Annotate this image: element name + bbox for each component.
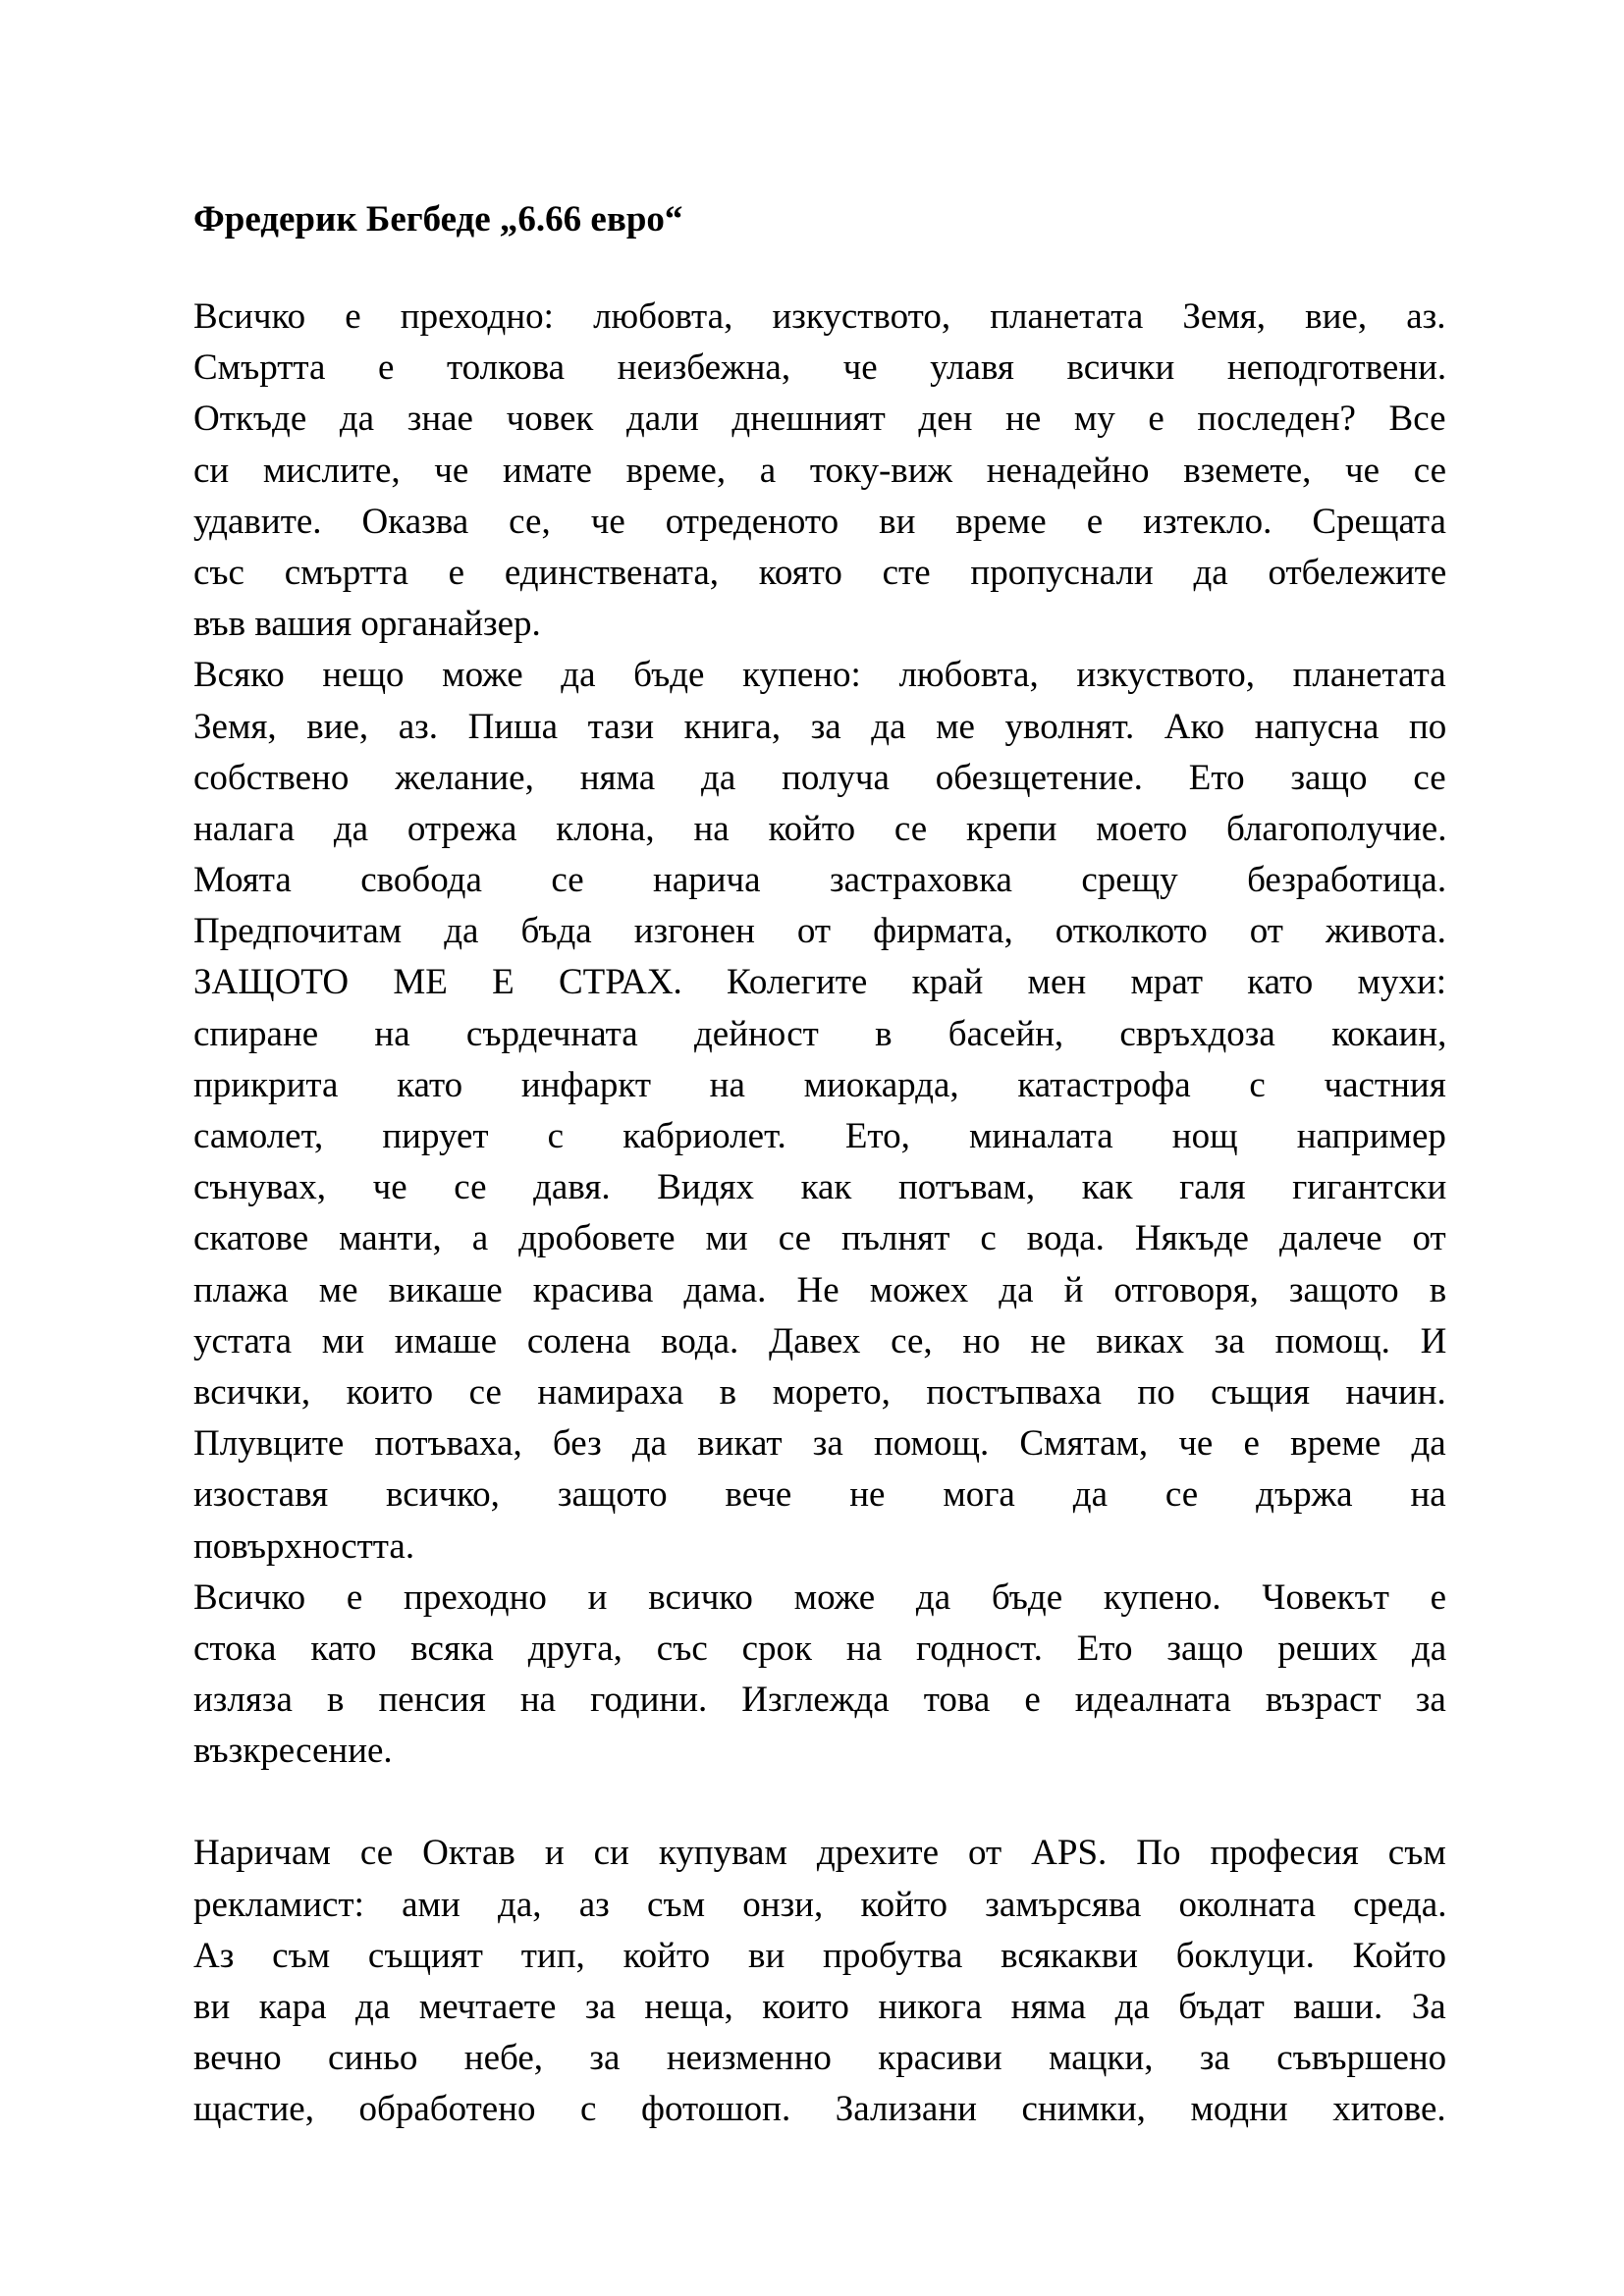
text-line: стока като всяка друга, със срок на годност. Ето защо реших да [193,1628,1447,1669]
text-line: Всяко нещо може да бъде купено: любовта, изкуството, планетата [193,655,1446,696]
text-line: ЗАЩОТО МЕ Е СТРАХ. Колегите край мен мрат като мухи: [193,962,1447,1003]
text-line: Наричам се Октав и си купувам дрехите от APS. По професия съм [193,1833,1446,1874]
text-line: си мислите, че имате време, а току-виж ненадейно вземете, че се [193,450,1447,491]
paragraph [193,1828,1446,2135]
paragraph [193,1573,1446,1778]
text-line: налага да отрежа клона, на който се крепи моето благополучие. [193,808,1447,849]
text-line: повърхността. [193,1525,415,1567]
text-line: сънувах, че се давя. Видях как потъвам, как галя гигантски [193,1167,1447,1208]
text-line: удавите. Оказва се, че отреденото ви време е изтекло. Срещата [193,501,1446,542]
text-line: Земя, вие, аз. Пиша тази книга, за да ме уволнят. Ако напусна по [193,706,1447,747]
text-line: Смъртта е толкова неизбежна, че улавя всички неподготвени. [193,347,1447,389]
document-page [193,195,1446,2136]
text-line: всички, които се намираха в морето, постъпваха по същия начин. [193,1371,1446,1413]
text-line: възкресение. [193,1731,393,1772]
paragraph [193,292,1446,650]
text-line: спиране на сърдечната дейност в басейн, свръхдоза кокаин, [193,1013,1447,1054]
text-line: Плувците потъваха, без да викат за помощ. Смятам, че е време да [193,1423,1446,1465]
text-line: скатове манти, а дробовете ми се пълнят с вода. Някъде далече от [193,1218,1446,1259]
text-line: рекламист: ами да, аз съм онзи, който замърсява околната среда. [193,1884,1447,1925]
text-line: Всичко е преходно: любовта, изкуството, планетата Земя, вие, аз. [193,296,1446,337]
text-line: самолет, пирует с кабриолет. Ето, миналата нощ например [193,1116,1446,1156]
text-line: Предпочитам да бъда изгонен от фирмата, отколкото от живота. [193,911,1446,952]
text-line: устата ми имаше солена вода. Давех се, но не виках за помощ. И [193,1320,1447,1362]
text-line: изляза в пенсия на години. Изглежда това е идеалната възраст за [193,1680,1446,1721]
text-line: Аз съм същият тип, който ви пробутва всякакви боклуци. Който [193,1935,1446,1976]
text-line: във вашия органайзер. [193,604,541,645]
text-line: Всичко е преходно и всичко може да бъде купено. Човекът е [193,1576,1447,1618]
document-body [193,292,1446,2136]
document-title: Фредерик Бегбеде „6.66 евро“ [193,199,683,240]
paragraph [193,650,1446,1572]
text-line: плажа ме викаше красива дама. Не можех да й отговоря, защото в [193,1269,1447,1310]
text-line: изоставя всичко, защото вече не мога да се държа на [193,1474,1446,1516]
text-line: Моята свобода се нарича застраховка срещу безработица. [193,860,1447,901]
text-line: щастие, обработено с фотошоп. Зализани снимки, модни хитове. [193,2089,1446,2130]
text-line: прикрита като инфаркт на миокарда, катастрофа с частния [193,1064,1446,1105]
text-line: ви кара да мечтаете за неща, които никога няма да бъдат ваши. За [193,1987,1446,2027]
text-line: вечно синьо небе, за неизменно красиви мацки, за съвършено [193,2038,1447,2079]
text-line: със смъртта е единствената, която сте пропуснали да отбележите [193,552,1447,593]
text-line: Откъде да знае човек дали днешният ден не му е последен? Все [193,399,1446,440]
text-line: собствено желание, няма да получа обезщетение. Ето защо се [193,757,1446,798]
